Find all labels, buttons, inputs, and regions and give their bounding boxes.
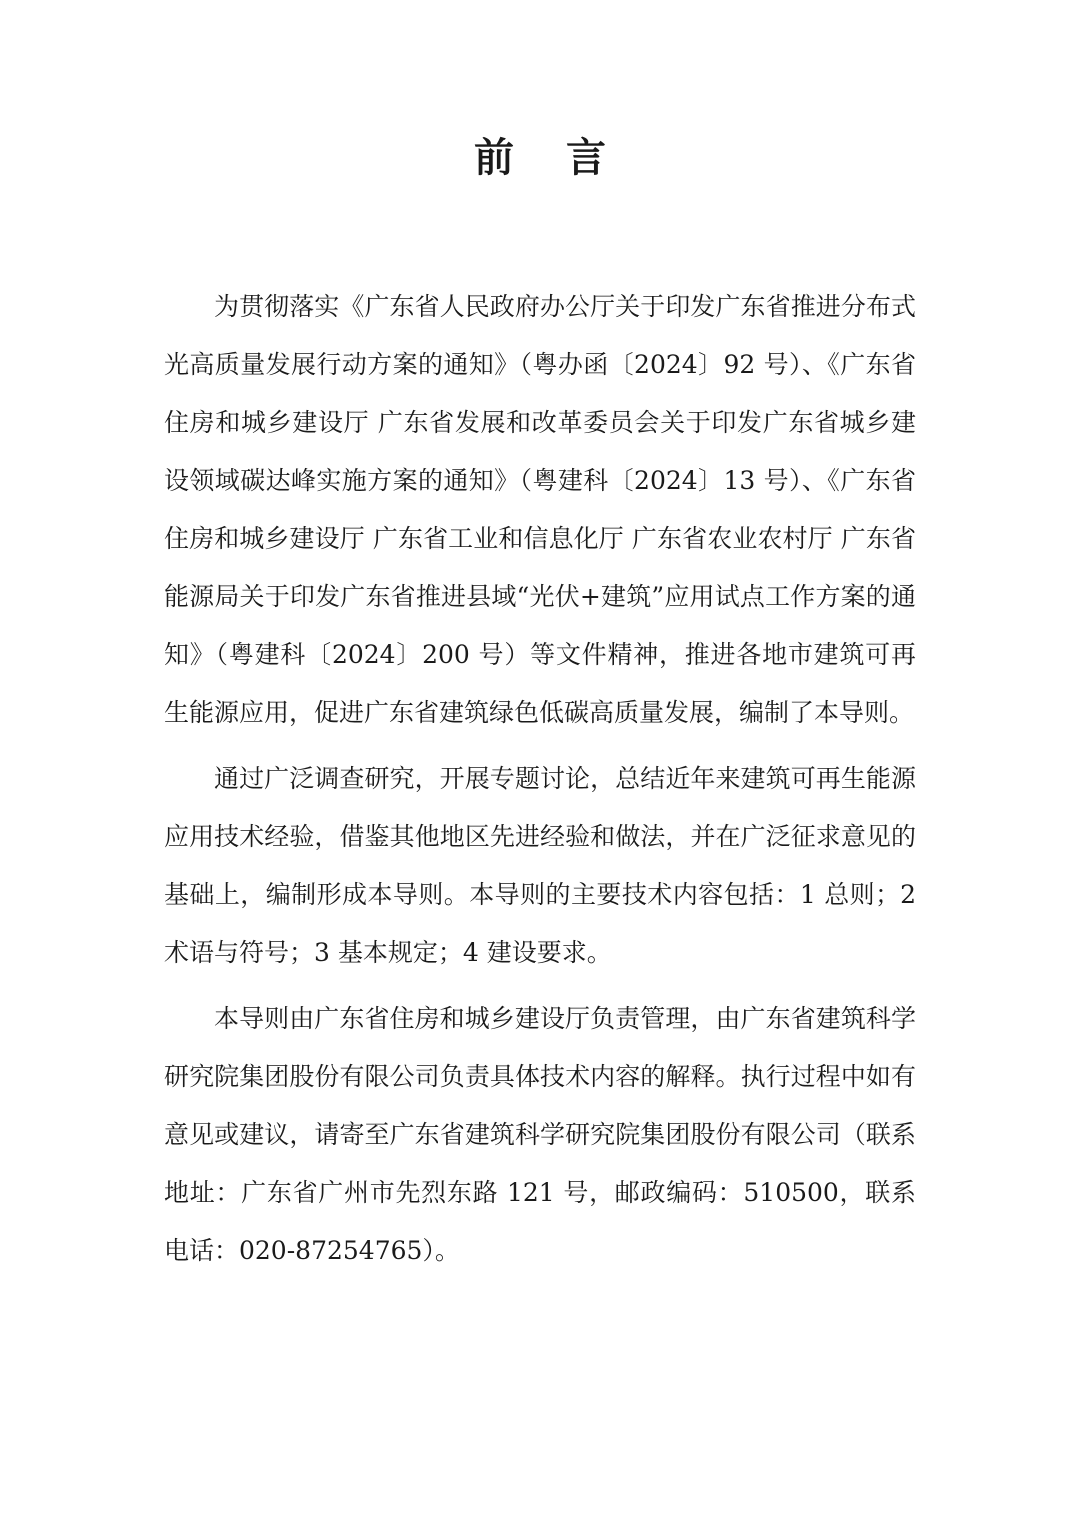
- page-title: 前言: [474, 135, 658, 181]
- paragraph-1: 为贯彻落实《广东省人民政府办公厅关于印发广东省推进分布式光高质量发展行动方案的通知》（粤办函〔2024〕92 号）、《广东省住房和城乡建设厅 广东省发展和改革委员会关于印发广东省城乡建设领域碳达峰实施方案的通知》（粤建科〔2024〕13 号）、《广东省住房和城乡建设厅 广东省工业和信息化厅 广东省农业农村厅 广东省能源局关于印发广东省推进县域“光伏+建筑”应用试点工作方案的通知》（粤建科〔2024〕200 号）等文件精神，推进各地市建筑可再生能源应用，促进广东省建筑绿色低碳高质量发展，编制了本导则。: [164, 292, 916, 727]
- paragraph-3: 本导则由广东省住房和城乡建设厅负责管理，由广东省建筑科学研究院集团股份有限公司负责具体技术内容的解释。执行过程中如有意见或建议，请寄至广东省建筑科学研究院集团股份有限公司（联系地址：广东省广州市先烈东路 121 号，邮政编码：510500，联系电话：020-87254765）。: [164, 1004, 916, 1265]
- paragraph-2: 通过广泛调查研究，开展专题讨论，总结近年来建筑可再生能源应用技术经验，借鉴其他地区先进经验和做法，并在广泛征求意见的基础上，编制形成本导则。本导则的主要技术内容包括：1 总则；2 术语与符号；3 基本规定；4 建设要求。: [164, 764, 916, 967]
- preface-body: [164, 278, 916, 1288]
